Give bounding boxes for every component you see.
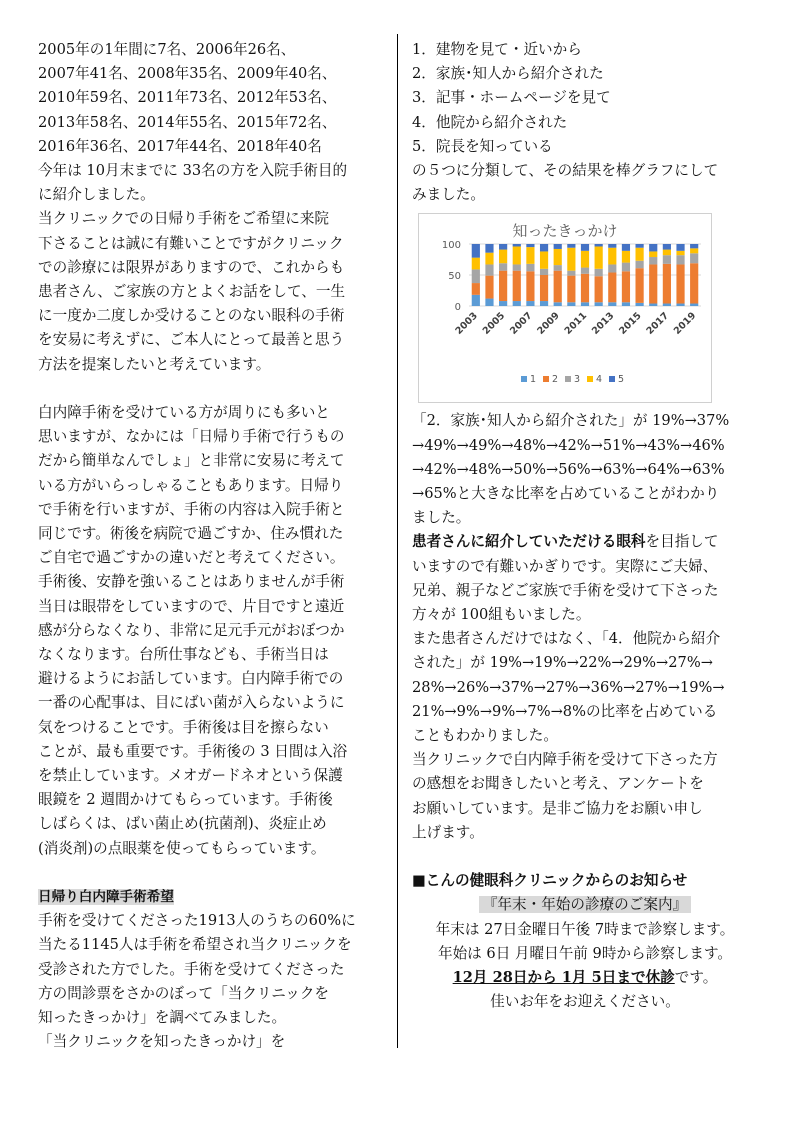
bar-segment: [635, 269, 643, 304]
bar-segment: [622, 303, 630, 307]
bar-segment: [513, 271, 521, 301]
bar-segment: [526, 301, 534, 306]
x-tick-label: 2019: [671, 310, 699, 338]
y-tick-label: 50: [448, 271, 461, 283]
text-line: 受診された方でした。手術を受けてくださった: [38, 960, 345, 978]
bar-segment: [567, 244, 575, 248]
text-line: 2016年36名、2017年44名、2018年40名: [38, 137, 322, 155]
bar-segment: [567, 276, 575, 303]
text-line: 当たる1145人は手術を希望され当クリニックを: [38, 936, 352, 954]
x-tick-label: 2011: [562, 310, 590, 338]
text-line: いる方がいらっしゃることもあります。日帰り: [38, 476, 344, 494]
legend-swatch: [543, 376, 549, 382]
bar-segment: [608, 265, 616, 273]
text-line: 「2．家族･知人から紹介された」が 19%→37%: [412, 412, 730, 430]
list-item: 1．建物を見て・近いから: [412, 41, 582, 58]
text-line: また患者さんだけではなく、「4．他院から紹介: [412, 630, 721, 648]
text-line: を安易に考えずに、ご本人にとって最善と思う: [38, 331, 345, 349]
bar-segment: [554, 249, 562, 265]
x-tick-label: 2003: [453, 310, 480, 338]
text-line: 患者さん、ご家族の方とよくお話をして、一生: [38, 283, 346, 301]
bar-segment: [581, 274, 589, 303]
bar-segment: [663, 244, 671, 250]
text-line: ご自宅で過ごすかの違いだと考えてください。: [38, 549, 345, 567]
text-line: 「当クリニックを知ったきっかけ」を: [38, 1033, 286, 1051]
text-line: 白内障手術を受けている方が周りにも多いと: [38, 404, 330, 422]
holiday-line: [412, 966, 758, 990]
bar-segment: [635, 248, 643, 261]
x-tick-label: 2015: [617, 310, 644, 338]
family-referral-paragraph: [412, 409, 758, 530]
bar-segment: [581, 251, 589, 268]
text-line: 避けるようにお話しています。白内障手術での: [38, 670, 344, 688]
bar-segment: [663, 250, 671, 256]
bar-segment: [540, 269, 548, 275]
bar-segment: [622, 251, 630, 263]
bar-segment: [608, 303, 616, 307]
bar-segment: [595, 244, 603, 246]
text-line: の５つに分類して、その結果を棒グラフにして: [412, 162, 719, 180]
text-line: [412, 530, 758, 554]
list-item: 4．他院から紹介された: [412, 113, 568, 131]
text-line: に紹介しました。: [38, 186, 155, 204]
legend-label: 4: [596, 374, 603, 386]
text-line: 方の問診票をさかのぼって「当クリニックを: [38, 984, 330, 1002]
text-line: で手術を行いますが、手術の内容は入院手術と: [38, 500, 345, 518]
text-line: 2013年58名、2014年55名、2015年72名、: [38, 113, 337, 131]
bar-segment: [567, 303, 575, 307]
text-line: だから簡単なんでしょ」と非常に安易に考えて: [38, 452, 345, 470]
legend-label: 5: [618, 374, 625, 386]
x-tick-label: 2013: [589, 310, 617, 338]
bar-segment: [676, 304, 684, 306]
bar-segment: [622, 272, 630, 303]
text-line: 兄弟、親子などご家族で手術を受けて下さった: [412, 581, 719, 599]
x-tick-label: 2005: [480, 310, 508, 338]
bar-segment: [608, 244, 616, 248]
column-divider: [397, 34, 398, 1048]
bar-segment: [622, 244, 630, 251]
text-line: 2010年59名、2011年73名、2012年53名、: [38, 89, 337, 107]
text-line: こともわかりました。: [412, 727, 558, 745]
x-tick-label: 2017: [644, 310, 672, 338]
y-tick-label: 100: [441, 240, 461, 252]
bar-segment: [622, 263, 630, 272]
bar-segment: [554, 271, 562, 303]
text-line: 当クリニックで白内障手術を受けて下さった方: [412, 751, 718, 769]
text-line: 当日は眼帯をしていますので、片目ですと遠近: [38, 597, 345, 615]
bold-suffix: を目指して: [645, 533, 719, 551]
bar-segment: [567, 271, 575, 276]
bar-segment: [485, 265, 493, 276]
legend-swatch: [521, 376, 527, 382]
text-line: 感が分らなくなり、非常に足元手元がおぼつか: [38, 621, 345, 639]
text-line: お願いしています。是非ご協力をお願い申し: [412, 799, 703, 817]
text-line: みました。: [412, 186, 485, 204]
survey-paragraph: [38, 909, 384, 1054]
section-heading: 日帰り白内障手術希望: [38, 889, 174, 906]
bar-segment: [567, 248, 575, 271]
bar-segment: [676, 244, 684, 251]
bar-segment: [690, 244, 698, 248]
legend-label: 3: [574, 374, 581, 386]
thanks-paragraph: [412, 555, 758, 845]
bar-segment: [649, 265, 657, 304]
x-tick-label: 2009: [535, 310, 562, 338]
bar-segment: [635, 244, 643, 248]
bar-segment: [526, 248, 534, 265]
bar-segment: [472, 244, 480, 258]
category-list: [412, 38, 758, 159]
text-line: の感想をお聞きしたいと考え、アンケートを: [412, 775, 704, 793]
notice-line: 年末は 27日金曜日午後 7時まで診察します。: [435, 920, 735, 938]
notice-line: 年始は 6日 月曜日午前 9時から診察します。: [437, 944, 732, 962]
bar-segment: [608, 273, 616, 303]
bar-segment: [663, 256, 671, 265]
bar-segment: [663, 264, 671, 304]
text-line: →42%→48%→50%→56%→63%→64%→63%: [412, 460, 725, 478]
bar-segment: [690, 264, 698, 304]
bar-segment: [595, 269, 603, 276]
bar-segment: [513, 301, 521, 306]
bar-segment: [690, 304, 698, 306]
bar-segment: [499, 244, 507, 250]
bar-segment: [472, 258, 480, 270]
statistics-paragraph: [38, 38, 384, 377]
right-column: [412, 38, 758, 1014]
text-line: された」が 19%→19%→22%→29%→27%→: [412, 654, 713, 672]
bar-segment: [581, 303, 589, 307]
text-line: を禁止しています。メオガードネオという保護: [38, 767, 343, 785]
list-item: 2．家族･知人から紹介された: [412, 65, 604, 83]
y-tick-label: 0: [454, 302, 461, 314]
bar-segment: [595, 303, 603, 307]
bar-segment: [554, 266, 562, 272]
bar-segment: [526, 272, 534, 302]
bar-segment: [526, 244, 534, 247]
stacked-bar-chart: [418, 213, 712, 403]
closing-line: 佳いお年をお迎えください。: [490, 993, 680, 1011]
notice-title: 『年末・年始の診療のご案内』: [479, 896, 691, 913]
text-line: ことが、最も重要です。手術後の 3 日間は入浴: [38, 742, 348, 760]
legend-label: 2: [552, 374, 559, 386]
text-line: 一番の心配事は、目にばい菌が入らないように: [38, 694, 345, 712]
bar-segment: [649, 304, 657, 306]
bar-segment: [499, 264, 507, 271]
bar-segment: [676, 251, 684, 255]
bar-segment: [608, 248, 616, 265]
bar-segment: [485, 244, 493, 253]
text-line: 思いますが、なかには「日帰り手術で行うもの: [38, 428, 345, 446]
holiday-suffix: です。: [674, 969, 718, 987]
text-line: しばらくは、ばい菌止め(抗菌剤)、炎症止め: [38, 815, 327, 833]
text-line: 2005年の1年間に7名、2006年26名、: [38, 41, 296, 58]
text-line: での診療には限界がありますので、これからも: [38, 258, 345, 276]
bar-segment: [663, 304, 671, 306]
bar-segment: [526, 264, 534, 271]
bar-segment: [540, 275, 548, 301]
bar-segment: [485, 253, 493, 265]
x-tick-label: 2007: [508, 310, 535, 338]
bar-segment: [472, 270, 480, 284]
bold-phrase: 患者さんに紹介していただける眼科: [412, 533, 646, 551]
bar-segment: [513, 244, 521, 246]
bar-segment: [472, 295, 480, 306]
notice-heading: ■こんの健眼科クリニックからのお知らせ: [412, 872, 688, 890]
text-line: 方々が 100組もいました。: [412, 606, 591, 624]
bar-segment: [649, 252, 657, 258]
text-line: 下さることは誠に有難いことですがクリニック: [38, 234, 344, 252]
bar-segment: [581, 244, 589, 251]
left-column: [38, 38, 384, 1055]
text-line: 当クリニックでの日帰り手術をご希望に来院: [38, 210, 330, 228]
legend-swatch: [609, 376, 615, 382]
list-item: 3．記事・ホームページを見て: [412, 89, 611, 107]
text-line: ました。: [412, 509, 471, 527]
bar-segment: [485, 276, 493, 299]
text-line: 方法を提案したいと考えています。: [38, 355, 271, 373]
bar-segment: [649, 257, 657, 264]
text-line: 手術後、安静を強いることはありませんが手術: [38, 573, 345, 591]
bar-segment: [540, 252, 548, 269]
bar-segment: [635, 261, 643, 268]
bar-segment: [595, 247, 603, 269]
text-line: 気をつけることです。手術後は目を擦らない: [38, 718, 329, 736]
bar-segment: [676, 256, 684, 265]
text-line: 21%→9%→9%→7%→8%の比率を占めている: [412, 702, 718, 720]
text-line: 2007年41名、2008年35名、2009年40名、: [38, 65, 337, 83]
bar-segment: [649, 244, 657, 251]
text-line: →65%と大きな比率を占めていることがわかり: [412, 485, 720, 503]
bar-segment: [581, 268, 589, 274]
text-line: 上げます。: [412, 823, 484, 841]
text-line: 知ったきっかけ」を調べてみました。: [38, 1009, 287, 1027]
bar-segment: [690, 254, 698, 264]
bar-segment: [499, 271, 507, 301]
bar-segment: [595, 277, 603, 303]
bar-segment: [513, 265, 521, 271]
text-line: 手術を受けてくださった1913人のうちの60%に: [38, 912, 356, 930]
bar-segment: [499, 250, 507, 264]
bar-segment: [554, 303, 562, 307]
bar-segment: [485, 299, 493, 306]
chart-title: 知ったきっかけ: [512, 222, 618, 241]
bar-segment: [540, 244, 548, 251]
text-line: 今年は 10月末までに 33名の方を入院手術目的: [38, 162, 348, 180]
legend-swatch: [565, 376, 571, 382]
bar-segment: [499, 301, 507, 306]
holiday-period: 12月 28日から 1月 5日まで休診: [452, 969, 675, 987]
text-line: に一度か二度しか受けることのない眼科の手術: [38, 307, 345, 325]
bar-segment: [676, 265, 684, 304]
text-line: (消炎剤)の点眼薬を使ってもらっています。: [38, 839, 326, 857]
bar-segment: [540, 301, 548, 306]
list-item: 5．院長を知っている: [412, 137, 553, 155]
legend-swatch: [587, 376, 593, 382]
bar-segment: [690, 249, 698, 254]
bar-segment: [554, 244, 562, 249]
day-surgery-paragraph: [38, 401, 384, 861]
chart-svg: [419, 214, 711, 402]
text-line: いますので有難いかぎりです。実際にご夫婦、: [412, 557, 718, 575]
text-line: 眼鏡を 2 週間かけてもらっています。手術後: [38, 791, 333, 809]
bar-segment: [635, 303, 643, 306]
text-line: →49%→49%→48%→42%→51%→43%→46%: [412, 436, 725, 454]
text-line: 28%→26%→37%→27%→36%→27%→19%→: [412, 678, 725, 696]
text-line: なくなります。台所仕事なども、手術当日は: [38, 646, 329, 664]
bar-segment: [513, 247, 521, 265]
bar-segment: [472, 283, 480, 295]
legend-label: 1: [530, 374, 537, 386]
text-line: 同じです。術後を病院で過ごすか、住み慣れた: [38, 525, 344, 543]
